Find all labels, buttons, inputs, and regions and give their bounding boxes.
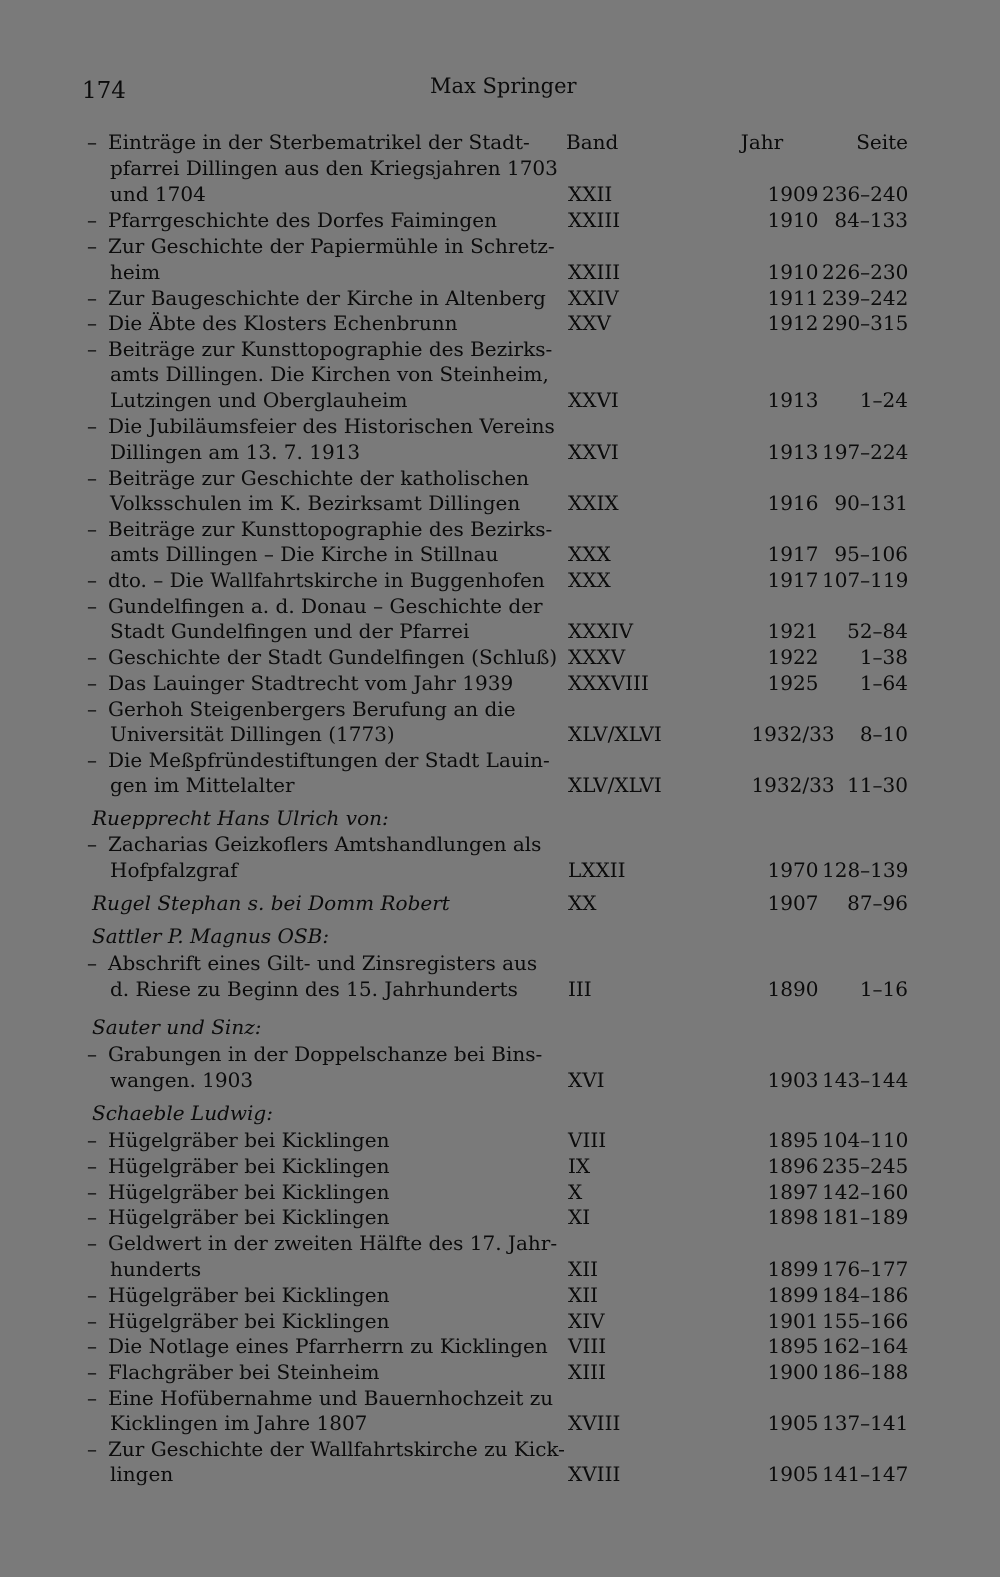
entry-title [110, 1462, 173, 1486]
entry-title [108, 1128, 389, 1152]
entry-dash: – [87, 1437, 97, 1461]
entry-title-text: Die Äbte des Klosters Echenbrunn [108, 311, 458, 335]
pages-value: 239–242 [822, 286, 909, 310]
entry-dash: – [87, 337, 97, 361]
pages-value: 184–186 [822, 1283, 909, 1307]
band-value: IX [568, 1154, 591, 1178]
entry-title [110, 260, 160, 284]
entry-dash: – [87, 130, 97, 154]
band-value: XXXIV [568, 619, 634, 643]
entry-title [108, 311, 457, 335]
entry-title-text: Zacharias Geizkoflers Amtshandlungen als [108, 832, 542, 856]
author-name: Sauter und Sinz: [92, 1015, 262, 1039]
entry-line [0, 1309, 1000, 1335]
entry-title-text: Abschrift eines Gilt- und Zinsregisters aus [108, 951, 538, 975]
entry-title [110, 722, 395, 746]
entry-title-text: Die Meßpfründestiftungen der Stadt Lauin- [108, 748, 550, 772]
entry-title [108, 594, 543, 618]
entry-dash: – [87, 594, 97, 618]
entry-dash: – [87, 1309, 97, 1333]
entry-dash: – [87, 466, 97, 490]
page-number: 174 [82, 78, 126, 104]
entry-dash: – [87, 234, 97, 258]
pages-value: 87–96 [847, 891, 908, 915]
entry-line [0, 1334, 1000, 1360]
entry-title [108, 130, 528, 154]
entry-line [0, 748, 1000, 774]
entry-dash: – [87, 1128, 97, 1152]
column-header-jahr: Jahr [740, 130, 784, 154]
entry-title [110, 182, 206, 206]
entry-title [108, 671, 513, 695]
entry-title [108, 568, 545, 592]
entry-line [0, 671, 1000, 697]
year-value: 1921 [767, 619, 819, 643]
entry-line [0, 697, 1000, 723]
entry-line [0, 1068, 1000, 1094]
author-heading-row [0, 1101, 1000, 1127]
entry-dash: – [87, 832, 97, 856]
entry-title-text: Zur Geschichte der Papiermühle in Schretz- [108, 234, 555, 258]
entry-line [0, 517, 1000, 543]
year-value: 1913 [767, 388, 819, 412]
year-value: 1925 [767, 671, 819, 695]
entry-title-text: Universität Dillingen (1773) [110, 722, 395, 746]
entry-title-text: amts Dillingen – Die Kirche in Stillnau [110, 542, 499, 566]
entry-title [108, 1042, 543, 1066]
entry-dash: – [87, 286, 97, 310]
band-value: XXII [568, 182, 613, 206]
entry-dash: – [87, 1231, 97, 1255]
entry-title [110, 362, 549, 386]
entry-title-text: Hügelgräber bei Kicklingen [108, 1309, 390, 1333]
entry-title-text: dto. – Die Wallfahrtskirche in Buggenhofen [108, 568, 545, 592]
entry-title [110, 491, 520, 515]
entry-dash: – [87, 311, 97, 335]
entry-dash: – [87, 1360, 97, 1384]
band-value: XXX [568, 568, 611, 592]
entry-dash: – [87, 1334, 97, 1358]
band-value: VIII [568, 1334, 607, 1358]
year-value: 1910 [767, 260, 819, 284]
pages-value: 52–84 [847, 619, 908, 643]
entry-dash: – [87, 568, 97, 592]
author-heading-row [0, 924, 1000, 950]
entry-title-text: amts Dillingen. Die Kirchen von Steinheim, [110, 362, 549, 386]
entry-dash: – [87, 645, 97, 669]
entry-line [0, 130, 1000, 156]
entry-title-text: Lutzingen und Oberglauheim [110, 388, 408, 412]
pages-value: 8–10 [859, 722, 908, 746]
entry-dash: – [87, 1154, 97, 1178]
entry-title-text: Hügelgräber bei Kicklingen [108, 1128, 390, 1152]
entry-line [0, 568, 1000, 594]
entry-title-text: Dillingen am 13. 7. 1913 [110, 440, 361, 464]
entry-line [0, 337, 1000, 363]
band-value: XLV/XLVI [568, 722, 662, 746]
year-value: 1910 [767, 208, 819, 232]
band-value: XIII [568, 1360, 606, 1384]
band-value: XXXVIII [568, 671, 649, 695]
entry-line [0, 156, 1000, 182]
entry-line [0, 414, 1000, 440]
entry-title-text: hunderts [110, 1257, 202, 1281]
band-value: XX [568, 891, 597, 915]
band-value: XVIII [568, 1411, 621, 1435]
entry-title [108, 1360, 379, 1384]
entry-dash: – [87, 208, 97, 232]
entry-title-text: Beiträge zur Geschichte der katholischen [108, 466, 530, 490]
year-value: 1895 [767, 1128, 819, 1152]
entry-line [0, 619, 1000, 645]
entry-line [0, 542, 1000, 568]
year-value: 1913 [767, 440, 819, 464]
entry-dash: – [87, 1180, 97, 1204]
entry-line [0, 1154, 1000, 1180]
band-value: XII [568, 1257, 599, 1281]
entry-title [108, 517, 553, 541]
column-header-seite: Seite [856, 130, 908, 154]
pages-value: 142–160 [822, 1180, 909, 1204]
entry-line [0, 182, 1000, 208]
entry-title [110, 156, 558, 180]
entry-line [0, 1042, 1000, 1068]
year-value: 1903 [767, 1068, 819, 1092]
author-name: Schaeble Ludwig: [92, 1101, 273, 1125]
entry-title-text: Gundelfingen a. d. Donau – Geschichte der [108, 594, 543, 618]
band-value: XVIII [568, 1462, 621, 1486]
pages-value: 181–189 [822, 1205, 909, 1229]
year-value: 1909 [767, 182, 819, 206]
entry-title-text: gen im Mittelalter [110, 773, 295, 797]
entry-title [108, 1283, 389, 1307]
pages-value: 162–164 [822, 1334, 909, 1358]
entry-title [108, 697, 516, 721]
entry-title-text: Grabungen in der Doppelschanze bei Bins- [108, 1042, 543, 1066]
entry-line [0, 311, 1000, 337]
entry-title [108, 832, 542, 856]
band-value: XI [568, 1205, 591, 1229]
year-value: 1917 [767, 542, 819, 566]
entry-title [110, 619, 469, 643]
pages-value: 236–240 [822, 182, 909, 206]
author-name: Rueppreсht Hans Ulrich von: [92, 806, 389, 830]
entry-title-text: Eine Hofübernahme und Bauernhochzeit zu [108, 1386, 554, 1410]
pages-value: 1–64 [859, 671, 908, 695]
entry-title [108, 286, 546, 310]
entry-title-text: Beiträge zur Kunsttopographie des Bezirks- [108, 337, 553, 361]
entry-dash: – [87, 1205, 97, 1229]
entry-line [0, 773, 1000, 799]
column-header-band: Band [566, 130, 619, 154]
entry-title-text: Einträge in der Sterbematrikel der Stadt- [108, 130, 530, 154]
entry-title [108, 1205, 389, 1229]
entry-line [0, 1128, 1000, 1154]
entry-line [0, 1437, 1000, 1463]
pages-value: 226–230 [822, 260, 909, 284]
entry-line [0, 1257, 1000, 1283]
entry-line [0, 1180, 1000, 1206]
entry-title-text: d. Riese zu Beginn des 15. Jahrhunderts [110, 977, 518, 1001]
entry-line [0, 388, 1000, 414]
entry-line [0, 1386, 1000, 1412]
pages-value: 137–141 [822, 1411, 909, 1435]
entry-title-text: Die Jubiläumsfeier des Historischen Vereins [108, 414, 555, 438]
year-value: 1922 [767, 645, 819, 669]
entry-title-text: wangen. 1903 [110, 1068, 254, 1092]
entry-title-text: Geschichte der Stadt Gundelfingen (Schluß) [108, 645, 558, 669]
entry-title [108, 414, 555, 438]
year-value: 1898 [767, 1205, 819, 1229]
band-value: XII [568, 1283, 599, 1307]
entry-line [0, 645, 1000, 671]
entry-dash: – [87, 951, 97, 975]
entry-line [0, 1205, 1000, 1231]
year-value: 1895 [767, 1334, 819, 1358]
pages-value: 1–38 [859, 645, 908, 669]
entry-title-text: Zur Baugeschichte der Kirche in Altenberg [108, 286, 546, 310]
pages-value: 186–188 [822, 1360, 909, 1384]
year-value: 1905 [767, 1462, 819, 1486]
pages-value: 155–166 [822, 1309, 909, 1333]
entry-title [108, 1386, 554, 1410]
band-value: LXXII [568, 858, 626, 882]
entry-line [0, 1283, 1000, 1309]
entry-line [0, 951, 1000, 977]
year-value: 1896 [767, 1154, 819, 1178]
entry-title [110, 858, 238, 882]
entry-title [110, 1068, 253, 1092]
entry-dash: – [87, 671, 97, 695]
entry-line [0, 832, 1000, 858]
entry-line [0, 362, 1000, 388]
author-heading-row [0, 891, 1000, 917]
year-value: 1932/33 [751, 722, 835, 746]
year-value: 1907 [767, 891, 819, 915]
entry-line [0, 286, 1000, 312]
pages-value: 104–110 [822, 1128, 909, 1152]
pages-value: 1–24 [859, 388, 908, 412]
entry-title-text: Hügelgräber bei Kicklingen [108, 1283, 390, 1307]
band-value: XXIX [568, 491, 619, 515]
entry-dash: – [87, 697, 97, 721]
entry-title-text: und 1704 [110, 182, 206, 206]
entry-line [0, 1462, 1000, 1488]
year-value: 1911 [767, 286, 819, 310]
entry-title [110, 542, 498, 566]
year-value: 1890 [767, 977, 819, 1001]
year-value: 1899 [767, 1257, 819, 1281]
entry-line [0, 234, 1000, 260]
pages-value: 143–144 [822, 1068, 909, 1092]
band-value: XXXV [568, 645, 626, 669]
entry-title-text: Beiträge zur Kunsttopographie des Bezirks- [108, 517, 553, 541]
pages-value: 84–133 [834, 208, 908, 232]
entry-title [108, 337, 553, 361]
year-value: 1912 [767, 311, 819, 335]
entry-dash: – [87, 748, 97, 772]
entry-line [0, 1411, 1000, 1437]
entry-title-text: Gerhoh Steigenbergers Berufung an die [108, 697, 516, 721]
year-value: 1970 [767, 858, 819, 882]
pages-value: 128–139 [822, 858, 909, 882]
band-value: VIII [568, 1128, 607, 1152]
entry-title [110, 440, 360, 464]
entry-title-text: pfarrei Dillingen aus den Kriegsjahren 1703 [110, 156, 558, 180]
entry-title-text: Hofpfalzgraf [110, 858, 238, 882]
entry-title-text: Kicklingen im Jahre 1807 [110, 1411, 368, 1435]
entry-title [108, 1180, 389, 1204]
band-value: XLV/XLVI [568, 773, 662, 797]
pages-value: 1–16 [859, 977, 908, 1001]
entry-title [108, 208, 497, 232]
year-value: 1917 [767, 568, 819, 592]
band-value: XIV [568, 1309, 605, 1333]
year-value: 1901 [767, 1309, 819, 1333]
entry-line [0, 440, 1000, 466]
entry-title-text: Hügelgräber bei Kicklingen [108, 1180, 390, 1204]
entry-title [108, 1154, 389, 1178]
entry-title-text: Hügelgräber bei Kicklingen [108, 1205, 390, 1229]
pages-value: 176–177 [822, 1257, 909, 1281]
band-value: X [568, 1180, 583, 1204]
entry-title [108, 748, 550, 772]
entry-title-text: Volksschulen im K. Bezirksamt Dillingen [110, 491, 521, 515]
pages-value: 290–315 [822, 311, 909, 335]
entry-title-text: Zur Geschichte der Wallfahrtskirche zu Kick- [108, 1437, 565, 1461]
year-value: 1932/33 [751, 773, 835, 797]
entry-dash: – [87, 414, 97, 438]
author-name: Rugel Stephan s. bei Domm Robert [92, 891, 450, 915]
pages-value: 235–245 [822, 1154, 909, 1178]
entry-line [0, 858, 1000, 884]
entry-title [110, 1411, 367, 1435]
entry-title [110, 1257, 201, 1281]
running-head: Max Springer [430, 74, 577, 98]
author-name: Sattler P. Magnus OSB: [92, 924, 330, 948]
entry-line [0, 1231, 1000, 1257]
pages-value: 11–30 [847, 773, 908, 797]
pages-value: 90–131 [834, 491, 908, 515]
entry-title [108, 1334, 548, 1358]
entry-dash: – [87, 517, 97, 541]
entry-title-text: Flachgräber bei Steinheim [108, 1360, 380, 1384]
year-value: 1916 [767, 491, 819, 515]
band-value: XXIII [568, 208, 621, 232]
entry-title-text: Geldwert in der zweiten Hälfte des 17. Jahr- [108, 1231, 558, 1255]
year-value: 1900 [767, 1360, 819, 1384]
band-value: XXVI [568, 388, 619, 412]
entry-line [0, 722, 1000, 748]
year-value: 1897 [767, 1180, 819, 1204]
year-value: 1899 [767, 1283, 819, 1307]
entry-line [0, 208, 1000, 234]
band-value: XXV [568, 311, 611, 335]
entry-title [108, 1309, 389, 1333]
author-heading-row [0, 806, 1000, 832]
entry-title-text: Die Notlage eines Pfarrherrn zu Kicklingen [108, 1334, 548, 1358]
entry-title-text: Hügelgräber bei Kicklingen [108, 1154, 390, 1178]
entry-line [0, 260, 1000, 286]
entry-title-text: Pfarrgeschichte des Dorfes Faimingen [108, 208, 497, 232]
pages-value: 197–224 [822, 440, 909, 464]
pages-value: 95–106 [834, 542, 908, 566]
band-value: XXVI [568, 440, 619, 464]
entry-line [0, 1360, 1000, 1386]
entry-title [110, 388, 408, 412]
year-value: 1905 [767, 1411, 819, 1435]
entry-title [108, 645, 557, 669]
entry-title-text: heim [110, 260, 161, 284]
entry-title [108, 1231, 558, 1255]
pages-value: 107–119 [822, 568, 909, 592]
entry-line [0, 594, 1000, 620]
entry-title [108, 1437, 565, 1461]
entry-dash: – [87, 1386, 97, 1410]
entry-line [0, 977, 1000, 1003]
entry-title [108, 951, 538, 975]
entry-title-text: Stadt Gundelfingen und der Pfarrei [110, 619, 470, 643]
entry-line [0, 491, 1000, 517]
band-value: XVI [568, 1068, 605, 1092]
band-value: XXX [568, 542, 611, 566]
author-heading-row [0, 1015, 1000, 1041]
entry-dash: – [87, 1042, 97, 1066]
entry-title [108, 466, 528, 490]
entry-title [110, 977, 518, 1001]
entry-title-text: Das Lauinger Stadtrecht vom Jahr 1939 [108, 671, 514, 695]
entry-title [108, 234, 555, 258]
entry-title [110, 773, 295, 797]
band-value: III [568, 977, 592, 1001]
band-value: XXIII [568, 260, 621, 284]
entry-dash: – [87, 1283, 97, 1307]
entry-line [0, 466, 1000, 492]
entry-title-text: lingen [110, 1462, 174, 1486]
band-value: XXIV [568, 286, 619, 310]
pages-value: 141–147 [822, 1462, 909, 1486]
